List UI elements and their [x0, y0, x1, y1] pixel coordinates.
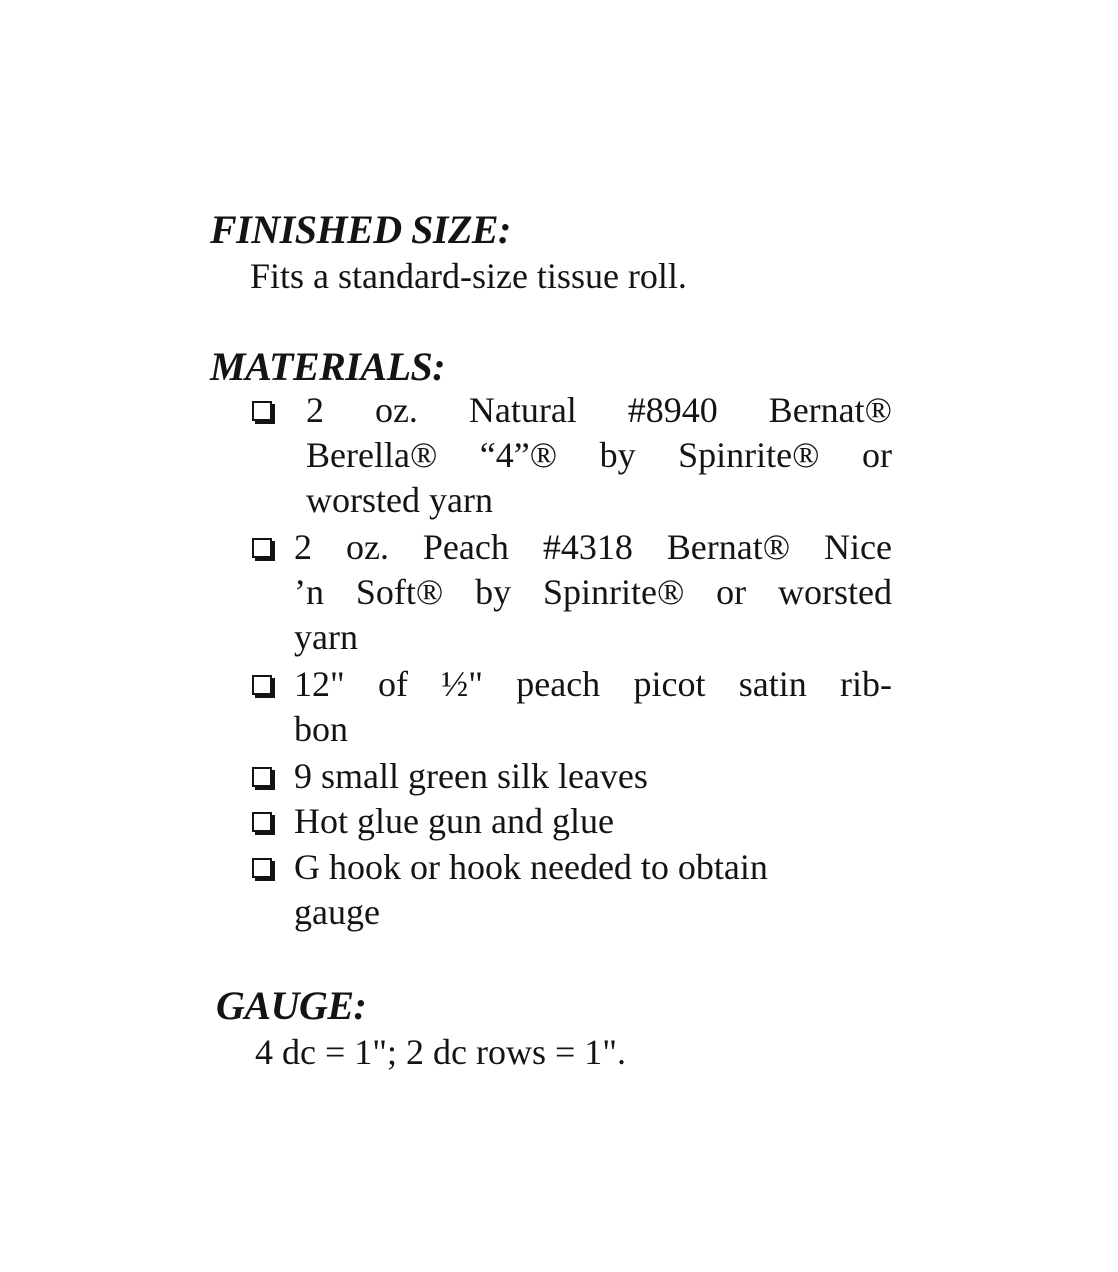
item-line: yarn: [294, 617, 358, 657]
item-line: 2 oz. Natural #8940 Bernat®: [306, 390, 892, 430]
item-line: ’n Soft® by Spinrite® or worsted: [294, 572, 892, 612]
checkbox-icon[interactable]: [252, 858, 272, 878]
materials-item-ribbon: [252, 662, 892, 752]
item-line: bon: [294, 709, 348, 749]
item-line: gauge: [294, 892, 380, 932]
materials-item-natural-yarn: [252, 388, 892, 523]
checkbox-icon[interactable]: [252, 675, 272, 695]
item-line: 9 small green silk leaves: [294, 756, 648, 796]
finished-size-heading: FINISHED SIZE:: [210, 207, 511, 252]
checkbox-icon[interactable]: [252, 767, 272, 787]
materials-heading: MATERIALS:: [210, 344, 446, 389]
materials-item-glue-gun: [252, 799, 892, 844]
item-line: Hot glue gun and glue: [294, 801, 614, 841]
item-line: 12" of ½" peach picot satin rib-: [294, 664, 892, 704]
materials-item-leaves: [252, 754, 892, 799]
item-line: worsted yarn: [306, 480, 493, 520]
checkbox-icon[interactable]: [252, 401, 272, 421]
materials-item-peach-yarn: [252, 525, 892, 660]
item-line: Berella® “4”® by Spinrite® or: [306, 435, 892, 475]
materials-item-hook: [252, 845, 892, 935]
checkbox-icon[interactable]: [252, 812, 272, 832]
gauge-heading: GAUGE:: [216, 983, 367, 1028]
checkbox-icon[interactable]: [252, 538, 272, 558]
finished-size-text: Fits a standard-size tissue roll.: [250, 256, 687, 296]
item-line: G hook or hook needed to obtain: [294, 847, 768, 887]
gauge-text: 4 dc = 1"; 2 dc rows = 1".: [255, 1032, 626, 1072]
item-line: 2 oz. Peach #4318 Bernat® Nice: [294, 527, 892, 567]
